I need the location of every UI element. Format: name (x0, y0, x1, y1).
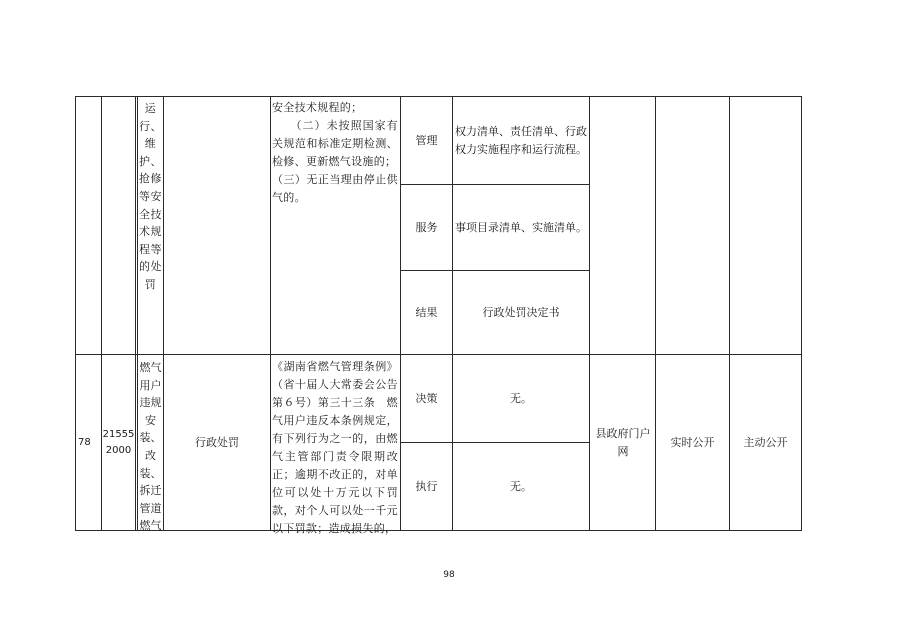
grid-line (75, 530, 802, 531)
grid-line (135, 96, 136, 531)
grid-line (270, 96, 271, 531)
stage-content: 权力清单、责任清单、行政权力实施程序和运行流程。 (455, 125, 587, 156)
stage-label: 结果 (415, 305, 438, 319)
item-category: 行政处罚 (195, 435, 239, 449)
legal-basis-line: （二）未按照国家有关规范和标准定期检测、检修、更新燃气设施的； (272, 119, 398, 168)
stage-content: 无。 (510, 391, 532, 405)
stage-content: 事项目录清单、实施清单。 (455, 220, 587, 234)
disclosure-channel: 县政府门户网 (595, 426, 651, 458)
disclosure-table (75, 96, 802, 535)
stage-content: 无。 (510, 479, 532, 493)
row-number: 78 (78, 436, 91, 448)
item-code: 21555 2000 (102, 428, 135, 456)
disclosure-mode: 主动公开 (743, 435, 788, 449)
legal-basis-continued (272, 99, 398, 207)
stage-label: 执行 (415, 479, 438, 493)
stage-label: 决策 (415, 391, 438, 405)
item-name-continued: 运 行、 维 护、 抢修 等安 全技 术规 程等 的处 罚 (139, 102, 162, 291)
page-number: 98 (443, 570, 455, 580)
legal-basis: 《湖南省燃气管理条例》（省十届人大常委会公告第６号）第三十三条 燃气用户违反本条例规定，有下列行为之一的，由燃气主管部门责令限期改正；逾期不改正的，对单位可以处十万元以下罚款，对个人可以处一千元以下罚款；造成损失的， (272, 360, 398, 535)
stage-label: 管理 (415, 133, 438, 147)
stage-label: 服务 (415, 220, 438, 234)
item-name: 燃气 用户 违规 安 装、 改 装、 拆迁 管道 燃气 (139, 361, 162, 533)
grid-line (801, 96, 802, 531)
grid-line (589, 96, 590, 531)
disclosure-timing: 实时公开 (670, 435, 715, 449)
legal-basis-line: （三）无正当理由停止供气的。 (272, 173, 398, 204)
legal-basis-line: 安全技术规程的； (272, 101, 363, 114)
stage-content: 行政处罚决定书 (482, 305, 560, 319)
